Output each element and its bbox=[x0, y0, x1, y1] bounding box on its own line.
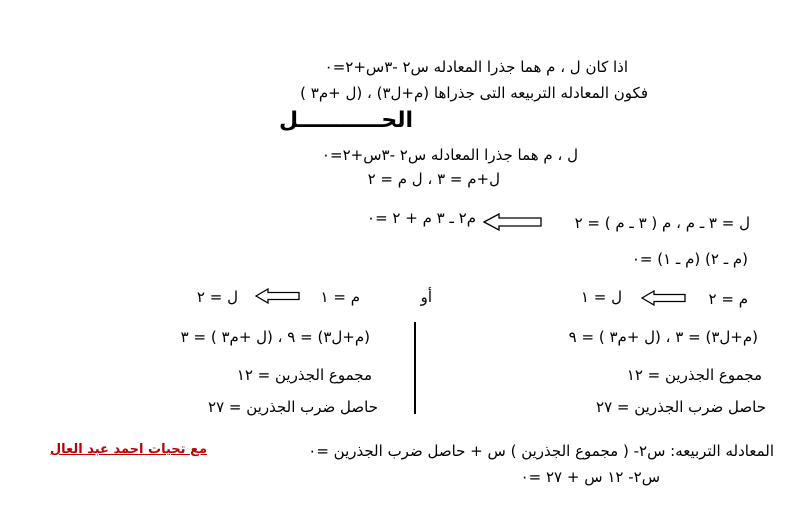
general-form-line: المعادله التربيعه: س٢- ( مجموع الجذرين ) س + حاصل ضرب الجذرين =٠ bbox=[308, 442, 774, 460]
substitution-left: م٢ ـ ٣ م + ٢ =٠ bbox=[367, 209, 476, 227]
column-divider bbox=[414, 322, 416, 414]
arrow-left-icon bbox=[483, 213, 543, 231]
case-left-l: ل = ٢ bbox=[196, 288, 238, 306]
substitution-right: ل = ٣ ـ م ، م ( ٣ ـ م ) = ٢ bbox=[574, 214, 750, 232]
case-left-m: م = ١ bbox=[320, 288, 360, 306]
arrow-left-icon bbox=[641, 290, 687, 306]
given-line: ل ، م هما جذرا المعادله س٢ -٣س+٢=٠ bbox=[321, 146, 578, 164]
case-right-l: ل = ١ bbox=[580, 288, 622, 306]
right-product: حاصل ضرب الجذرين = ٢٧ bbox=[596, 398, 766, 416]
solution-heading: الحـــــــــــل bbox=[278, 108, 413, 133]
left-roots: (م+ل٣) = ٩ ، (ل +م٣ ) = ٣ bbox=[180, 328, 370, 346]
right-roots: (م+ل٣) = ٣ ، (ل +م٣ ) = ٩ bbox=[568, 328, 758, 346]
sum-product-line: ل+م = ٣ ، ل م = ٢ bbox=[367, 170, 500, 188]
author-credit: مع تحيات احمد عبد العال bbox=[49, 442, 207, 457]
left-sum: مجموع الجذرين = ١٢ bbox=[236, 366, 372, 384]
case-right-m: م = ٢ bbox=[708, 290, 748, 308]
right-sum: مجموع الجذرين = ١٢ bbox=[626, 366, 762, 384]
factored-line: (م ـ ٢) (م ـ ١) =٠ bbox=[631, 250, 748, 268]
problem-line-2: فكون المعادله التربيعه التى جذراها (م+ل٣) ، (ل +م٣ ) bbox=[300, 84, 648, 102]
left-product: حاصل ضرب الجذرين = ٢٧ bbox=[208, 398, 378, 416]
final-equation: س٢- ١٢ س + ٢٧ =٠ bbox=[520, 468, 660, 486]
problem-line-1: اذا كان ل ، م هما جذرا المعادله س٢ -٣س+٢=٠ bbox=[324, 58, 628, 76]
or-label: أو bbox=[420, 288, 432, 306]
arrow-left-icon bbox=[255, 288, 301, 304]
